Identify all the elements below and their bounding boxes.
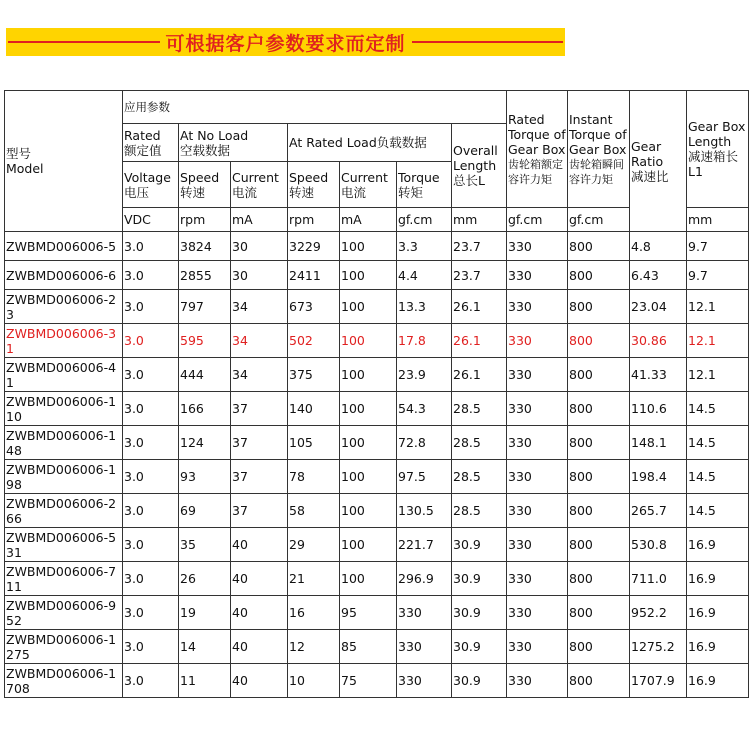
value-cell: 800 bbox=[568, 630, 630, 664]
value-cell: 1275.2 bbox=[630, 630, 687, 664]
value-cell: 3.0 bbox=[123, 426, 179, 460]
value-cell: 100 bbox=[340, 460, 397, 494]
banner-line-left bbox=[8, 41, 160, 43]
banner-line-right bbox=[412, 41, 564, 43]
value-cell: 16.9 bbox=[687, 630, 749, 664]
value-cell: 40 bbox=[231, 630, 288, 664]
value-cell: 35 bbox=[179, 528, 231, 562]
value-cell: 800 bbox=[568, 232, 630, 261]
table-row bbox=[5, 290, 749, 324]
value-cell: 95 bbox=[340, 596, 397, 630]
value-cell: 800 bbox=[568, 261, 630, 290]
value-cell: 797 bbox=[179, 290, 231, 324]
value-cell: 105 bbox=[288, 426, 340, 460]
unit-cell: mA bbox=[340, 208, 397, 232]
value-cell: 16.9 bbox=[687, 664, 749, 698]
noload-current-en: Current bbox=[232, 169, 279, 185]
value-cell: 4.4 bbox=[397, 261, 452, 290]
model-cell: ZWBMD006006-1275 bbox=[5, 630, 123, 664]
table-row bbox=[5, 392, 749, 426]
value-cell: 30 bbox=[231, 232, 288, 261]
value-cell: 34 bbox=[231, 324, 288, 358]
table-row bbox=[5, 664, 749, 698]
value-cell: 4.8 bbox=[630, 232, 687, 261]
value-cell: 30 bbox=[231, 261, 288, 290]
model-cell: ZWBMD006006-148 bbox=[5, 426, 123, 460]
rated-speed-en: Speed bbox=[289, 169, 329, 185]
value-cell: 330 bbox=[507, 562, 568, 596]
model-cell: ZWBMD006006-110 bbox=[5, 392, 123, 426]
voltage-cn: 电压 bbox=[124, 184, 150, 200]
unit-cell: gf.cm bbox=[568, 208, 630, 232]
value-cell: 12 bbox=[288, 630, 340, 664]
value-cell: 16.9 bbox=[687, 596, 749, 630]
rated-speed-header bbox=[288, 162, 340, 208]
voltage-en: Voltage bbox=[124, 169, 171, 185]
model-cell: ZWBMD006006-23 bbox=[5, 290, 123, 324]
model-cell: ZWBMD006006-198 bbox=[5, 460, 123, 494]
value-cell: 16 bbox=[288, 596, 340, 630]
rated-torque-cn: 齿轮箱额定容许力矩 bbox=[508, 157, 563, 186]
value-cell: 148.1 bbox=[630, 426, 687, 460]
value-cell: 3824 bbox=[179, 232, 231, 261]
value-cell: 140 bbox=[288, 392, 340, 426]
value-cell: 3.0 bbox=[123, 460, 179, 494]
value-cell: 3.0 bbox=[123, 596, 179, 630]
value-cell: 69 bbox=[179, 494, 231, 528]
value-cell: 41.33 bbox=[630, 358, 687, 392]
value-cell: 595 bbox=[179, 324, 231, 358]
gear-ratio-header bbox=[630, 91, 687, 232]
value-cell: 97.5 bbox=[397, 460, 452, 494]
value-cell: 3.0 bbox=[123, 324, 179, 358]
value-cell: 265.7 bbox=[630, 494, 687, 528]
value-cell: 37 bbox=[231, 494, 288, 528]
value-cell: 40 bbox=[231, 664, 288, 698]
value-cell: 3.0 bbox=[123, 232, 179, 261]
value-cell: 800 bbox=[568, 290, 630, 324]
value-cell: 30.9 bbox=[452, 630, 507, 664]
value-cell: 40 bbox=[231, 562, 288, 596]
rated-header bbox=[123, 124, 179, 162]
unit-cell: mm bbox=[452, 208, 507, 232]
value-cell: 28.5 bbox=[452, 460, 507, 494]
value-cell: 198.4 bbox=[630, 460, 687, 494]
value-cell: 800 bbox=[568, 562, 630, 596]
model-header-cn: 型号 bbox=[6, 146, 32, 161]
value-cell: 800 bbox=[568, 664, 630, 698]
value-cell: 14.5 bbox=[687, 460, 749, 494]
torque-cn: 转矩 bbox=[398, 184, 424, 200]
value-cell: 10 bbox=[288, 664, 340, 698]
unit-cell: gf.cm bbox=[397, 208, 452, 232]
app-params-header: 应用参数 bbox=[123, 91, 507, 124]
rated-torque-header bbox=[507, 91, 568, 208]
value-cell: 1707.9 bbox=[630, 664, 687, 698]
rated-current-cn: 电流 bbox=[341, 184, 367, 200]
value-cell: 800 bbox=[568, 324, 630, 358]
instant-torque-header bbox=[568, 91, 630, 208]
value-cell: 330 bbox=[507, 261, 568, 290]
model-cell: ZWBMD006006-41 bbox=[5, 358, 123, 392]
value-cell: 9.7 bbox=[687, 261, 749, 290]
value-cell: 23.04 bbox=[630, 290, 687, 324]
table-row bbox=[5, 261, 749, 290]
value-cell: 296.9 bbox=[397, 562, 452, 596]
unit-cell: mm bbox=[687, 208, 749, 232]
value-cell: 34 bbox=[231, 358, 288, 392]
value-cell: 30.9 bbox=[452, 562, 507, 596]
value-cell: 26.1 bbox=[452, 290, 507, 324]
model-header-en: Model bbox=[6, 161, 44, 176]
table-row bbox=[5, 324, 749, 358]
value-cell: 800 bbox=[568, 494, 630, 528]
table-row bbox=[5, 630, 749, 664]
value-cell: 100 bbox=[340, 528, 397, 562]
value-cell: 100 bbox=[340, 426, 397, 460]
customization-banner bbox=[6, 28, 565, 56]
value-cell: 37 bbox=[231, 392, 288, 426]
value-cell: 58 bbox=[288, 494, 340, 528]
overall-length-en: Overall Length bbox=[453, 143, 498, 173]
no-load-header bbox=[179, 124, 288, 162]
value-cell: 72.8 bbox=[397, 426, 452, 460]
value-cell: 800 bbox=[568, 528, 630, 562]
value-cell: 952.2 bbox=[630, 596, 687, 630]
no-load-cn: 空载数据 bbox=[180, 142, 231, 158]
value-cell: 330 bbox=[397, 596, 452, 630]
value-cell: 330 bbox=[507, 392, 568, 426]
value-cell: 100 bbox=[340, 324, 397, 358]
voltage-header bbox=[123, 162, 179, 208]
value-cell: 502 bbox=[288, 324, 340, 358]
value-cell: 711.0 bbox=[630, 562, 687, 596]
value-cell: 100 bbox=[340, 358, 397, 392]
value-cell: 6.43 bbox=[630, 261, 687, 290]
value-cell: 37 bbox=[231, 426, 288, 460]
value-cell: 29 bbox=[288, 528, 340, 562]
table-row bbox=[5, 562, 749, 596]
value-cell: 100 bbox=[340, 290, 397, 324]
value-cell: 100 bbox=[340, 392, 397, 426]
value-cell: 330 bbox=[507, 494, 568, 528]
rated-current-en: Current bbox=[341, 169, 388, 185]
value-cell: 3.0 bbox=[123, 290, 179, 324]
banner-title: 可根据客户参数要求而定制 bbox=[165, 32, 406, 55]
value-cell: 3.0 bbox=[123, 562, 179, 596]
value-cell: 800 bbox=[568, 426, 630, 460]
value-cell: 100 bbox=[340, 494, 397, 528]
value-cell: 23.7 bbox=[452, 232, 507, 261]
value-cell: 330 bbox=[507, 232, 568, 261]
value-cell: 330 bbox=[507, 630, 568, 664]
value-cell: 3.0 bbox=[123, 261, 179, 290]
value-cell: 3.0 bbox=[123, 358, 179, 392]
value-cell: 78 bbox=[288, 460, 340, 494]
value-cell: 30.9 bbox=[452, 596, 507, 630]
value-cell: 3.0 bbox=[123, 664, 179, 698]
gear-box-length-en: Gear Box Length bbox=[688, 119, 746, 149]
value-cell: 75 bbox=[340, 664, 397, 698]
table-row bbox=[5, 528, 749, 562]
value-cell: 2411 bbox=[288, 261, 340, 290]
value-cell: 40 bbox=[231, 528, 288, 562]
value-cell: 673 bbox=[288, 290, 340, 324]
value-cell: 54.3 bbox=[397, 392, 452, 426]
value-cell: 330 bbox=[507, 358, 568, 392]
unit-cell: rpm bbox=[179, 208, 231, 232]
value-cell: 800 bbox=[568, 460, 630, 494]
noload-current-header bbox=[231, 162, 288, 208]
value-cell: 12.1 bbox=[687, 324, 749, 358]
value-cell: 37 bbox=[231, 460, 288, 494]
rated-cn: 额定值 bbox=[124, 142, 162, 158]
value-cell: 166 bbox=[179, 392, 231, 426]
model-cell: ZWBMD006006-531 bbox=[5, 528, 123, 562]
value-cell: 2855 bbox=[179, 261, 231, 290]
overall-length-cn: 总长L bbox=[453, 173, 485, 188]
value-cell: 444 bbox=[179, 358, 231, 392]
gear-ratio-cn: 减速比 bbox=[631, 168, 669, 184]
table-row bbox=[5, 494, 749, 528]
table-row bbox=[5, 426, 749, 460]
value-cell: 30.9 bbox=[452, 528, 507, 562]
value-cell: 330 bbox=[507, 596, 568, 630]
value-cell: 23.9 bbox=[397, 358, 452, 392]
no-load-en: At No Load bbox=[180, 127, 249, 143]
gear-box-length-cn: 减速箱长L1 bbox=[688, 149, 739, 179]
value-cell: 23.7 bbox=[452, 261, 507, 290]
value-cell: 330 bbox=[507, 664, 568, 698]
torque-en: Torque bbox=[398, 169, 440, 185]
value-cell: 124 bbox=[179, 426, 231, 460]
rated-en: Rated bbox=[124, 127, 161, 143]
value-cell: 30.86 bbox=[630, 324, 687, 358]
value-cell: 21 bbox=[288, 562, 340, 596]
rated-current-header bbox=[340, 162, 397, 208]
value-cell: 17.8 bbox=[397, 324, 452, 358]
rated-load-header: At Rated Load负载数据 bbox=[288, 124, 452, 162]
value-cell: 30.9 bbox=[452, 664, 507, 698]
value-cell: 330 bbox=[507, 460, 568, 494]
rated-torque-en: Rated Torque of Gear Box bbox=[508, 111, 566, 157]
value-cell: 800 bbox=[568, 392, 630, 426]
value-cell: 12.1 bbox=[687, 358, 749, 392]
value-cell: 3229 bbox=[288, 232, 340, 261]
value-cell: 800 bbox=[568, 596, 630, 630]
value-cell: 330 bbox=[397, 664, 452, 698]
model-cell: ZWBMD006006-266 bbox=[5, 494, 123, 528]
value-cell: 26 bbox=[179, 562, 231, 596]
value-cell: 330 bbox=[507, 528, 568, 562]
value-cell: 11 bbox=[179, 664, 231, 698]
rated-speed-cn: 转速 bbox=[289, 184, 315, 200]
value-cell: 13.3 bbox=[397, 290, 452, 324]
model-cell: ZWBMD006006-6 bbox=[5, 261, 123, 290]
value-cell: 100 bbox=[340, 562, 397, 596]
value-cell: 93 bbox=[179, 460, 231, 494]
value-cell: 110.6 bbox=[630, 392, 687, 426]
noload-speed-en: Speed bbox=[180, 169, 220, 185]
table-row bbox=[5, 596, 749, 630]
value-cell: 330 bbox=[507, 290, 568, 324]
overall-length-header bbox=[452, 124, 507, 208]
value-cell: 3.0 bbox=[123, 392, 179, 426]
value-cell: 28.5 bbox=[452, 426, 507, 460]
value-cell: 100 bbox=[340, 261, 397, 290]
table-row bbox=[5, 232, 749, 261]
unit-cell: VDC bbox=[123, 208, 179, 232]
noload-speed-cn: 转速 bbox=[180, 184, 206, 200]
value-cell: 28.5 bbox=[452, 392, 507, 426]
value-cell: 14.5 bbox=[687, 426, 749, 460]
gear-box-length-header bbox=[687, 91, 749, 208]
torque-header bbox=[397, 162, 452, 208]
model-cell: ZWBMD006006-5 bbox=[5, 232, 123, 261]
value-cell: 130.5 bbox=[397, 494, 452, 528]
value-cell: 19 bbox=[179, 596, 231, 630]
model-cell: ZWBMD006006-31 bbox=[5, 324, 123, 358]
value-cell: 800 bbox=[568, 358, 630, 392]
value-cell: 28.5 bbox=[452, 494, 507, 528]
noload-current-cn: 电流 bbox=[232, 184, 258, 200]
value-cell: 330 bbox=[507, 324, 568, 358]
value-cell: 16.9 bbox=[687, 562, 749, 596]
model-cell: ZWBMD006006-1708 bbox=[5, 664, 123, 698]
value-cell: 3.0 bbox=[123, 494, 179, 528]
value-cell: 530.8 bbox=[630, 528, 687, 562]
value-cell: 34 bbox=[231, 290, 288, 324]
value-cell: 3.0 bbox=[123, 528, 179, 562]
value-cell: 85 bbox=[340, 630, 397, 664]
value-cell: 12.1 bbox=[687, 290, 749, 324]
model-cell: ZWBMD006006-952 bbox=[5, 596, 123, 630]
value-cell: 14.5 bbox=[687, 494, 749, 528]
value-cell: 26.1 bbox=[452, 358, 507, 392]
spec-table bbox=[4, 90, 749, 698]
instant-torque-cn: 齿轮箱瞬间容许力矩 bbox=[569, 157, 624, 186]
table-row bbox=[5, 358, 749, 392]
gear-ratio-en: Gear Ratio bbox=[631, 138, 664, 169]
value-cell: 16.9 bbox=[687, 528, 749, 562]
value-cell: 100 bbox=[340, 232, 397, 261]
value-cell: 9.7 bbox=[687, 232, 749, 261]
value-cell: 26.1 bbox=[452, 324, 507, 358]
instant-torque-en: Instant Torque of Gear Box bbox=[569, 111, 627, 157]
value-cell: 14 bbox=[179, 630, 231, 664]
value-cell: 40 bbox=[231, 596, 288, 630]
unit-cell: rpm bbox=[288, 208, 340, 232]
unit-cell: mA bbox=[231, 208, 288, 232]
model-cell: ZWBMD006006-711 bbox=[5, 562, 123, 596]
value-cell: 375 bbox=[288, 358, 340, 392]
value-cell: 221.7 bbox=[397, 528, 452, 562]
noload-speed-header bbox=[179, 162, 231, 208]
value-cell: 330 bbox=[507, 426, 568, 460]
value-cell: 3.3 bbox=[397, 232, 452, 261]
model-header bbox=[5, 91, 123, 232]
table-row bbox=[5, 460, 749, 494]
unit-cell: gf.cm bbox=[507, 208, 568, 232]
value-cell: 14.5 bbox=[687, 392, 749, 426]
value-cell: 3.0 bbox=[123, 630, 179, 664]
value-cell: 330 bbox=[397, 630, 452, 664]
